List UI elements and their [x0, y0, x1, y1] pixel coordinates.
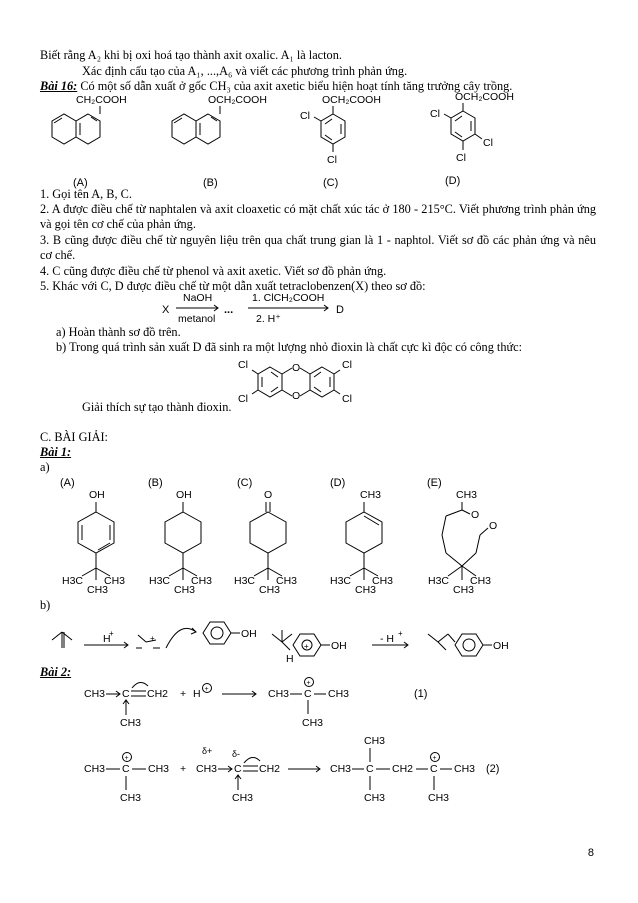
- page-number: 8: [587, 847, 594, 859]
- mech-b-cation-charge: +: [150, 634, 155, 643]
- eq2-delta-plus: δ+: [202, 746, 213, 756]
- structure-c-substituent: OCH₂COOH: [322, 94, 381, 106]
- eq2-ch3-right: CH3: [148, 763, 170, 775]
- solution-title: C. BÀI GIẢI:: [40, 430, 108, 444]
- bai1-e-o-2: O: [489, 520, 498, 532]
- eq2-product-ch3-mid-below: CH3: [364, 792, 386, 804]
- bai1-e-o-1: O: [471, 509, 480, 521]
- structure-d-cl-3: Cl: [456, 152, 466, 164]
- bai2-equation-1: [84, 678, 427, 730]
- eq2-alkene-ch3-below: CH3: [232, 792, 254, 804]
- bai16-heading: Bài 16:: [40, 79, 78, 93]
- bai1-label-e: (E): [427, 477, 442, 489]
- bai2-equation-2: [84, 735, 499, 804]
- bai1-b-ch3-1: CH3: [191, 575, 213, 587]
- bai1-a-ch3-1: CH3: [104, 575, 126, 587]
- solution-bai2-heading: Bài 2:: [40, 665, 72, 679]
- structure-d-cl-1: Cl: [430, 108, 440, 120]
- mech-b-h: H: [103, 633, 111, 645]
- structure-a-substituent: CH₂COOH: [76, 94, 127, 106]
- dioxin-explain: Giải thích sự tạo thành đioxin.: [82, 400, 232, 414]
- eq2-product-ch3-right-below: CH3: [428, 792, 450, 804]
- solution-bai1-heading: Bài 1:: [40, 445, 72, 459]
- eq1-product-ch3-below: CH3: [302, 717, 324, 729]
- bai1-e-ch3-1: CH3: [470, 575, 492, 587]
- mech-b-sigma-charge: +: [304, 642, 309, 651]
- eq2-c: C: [122, 763, 130, 775]
- scheme-dots: ...: [224, 304, 234, 316]
- bai1-d-h3c: H3C: [330, 575, 352, 587]
- eq1-number: (1): [414, 688, 428, 700]
- bai1-label-b: (B): [148, 477, 163, 489]
- structure-b-substituent: OCH₂COOH: [208, 94, 267, 106]
- mech-b-product-oh: OH: [493, 640, 509, 652]
- bai1-e-h3c: H3C: [428, 575, 450, 587]
- structure-d-cl-2: Cl: [483, 137, 493, 149]
- dioxin-cl-1: Cl: [238, 359, 248, 371]
- intro-line-1: Biết rằng A₂ khi bị oxi hoá tạo thành axit oxalic. A₁ là lacton.: [40, 48, 342, 62]
- dioxin-o-bottom: O: [292, 390, 301, 402]
- eq1-h: H: [193, 688, 201, 700]
- question-5a: a) Hoàn thành sơ đồ trên.: [56, 325, 181, 339]
- question-5: 5. Khác với C, D được điều chế từ một dẫn xuất tetraclobenzen(X) theo sơ đồ:: [40, 279, 426, 293]
- solution-part-a: a): [40, 460, 50, 474]
- scheme-reagent-metanol: metanol: [178, 313, 216, 325]
- question-2: 2. A được điều chế từ naphtalen và axit cloaxetic có mặt chất xúc tác ở 180 - 215°C. Viết phương trình phản ứng và gọi tên cơ chế của phản ứng.: [40, 202, 596, 231]
- question-1: 1. Gọi tên A, B, C.: [40, 187, 132, 201]
- mech-b-minus-h: - H: [380, 633, 394, 645]
- mech-b-h-charge: +: [109, 629, 114, 638]
- structure-c-cl-1: Cl: [300, 110, 310, 122]
- question-3: 3. B cũng được điều chế từ nguyên liệu trên qua chất trung gian là 1 - naphtol. Viết sơ đồ các phản ứng và nêu cơ chế.: [40, 233, 596, 262]
- mech-b-phenol-oh: OH: [241, 628, 257, 640]
- eq1-ch3-left: CH3: [84, 688, 106, 700]
- dioxin-cl-2: Cl: [238, 393, 248, 405]
- bai1-label-c: (C): [237, 477, 253, 489]
- eq2-product-c-2: C: [430, 763, 438, 775]
- bai1-b-oh: OH: [176, 489, 192, 501]
- mech-b-sigma-oh: OH: [331, 640, 347, 652]
- structure-a-label: (A): [73, 177, 88, 189]
- bai1-c-ch3-2: CH3: [259, 584, 281, 596]
- bai1-a-h3c: H3C: [62, 575, 84, 587]
- bai1-d-ch3-1: CH3: [372, 575, 394, 587]
- dioxin-o-top: O: [292, 362, 301, 374]
- bai1-e-ch3-2: CH3: [453, 584, 475, 596]
- eq2-ch3-left: CH3: [84, 763, 106, 775]
- eq2-product-c-1: C: [366, 763, 374, 775]
- bai1-d-ch3: CH3: [360, 489, 382, 501]
- scheme-step-1: 1. ClCH₂COOH: [252, 292, 325, 304]
- scheme-product-d: D: [336, 304, 344, 316]
- eq2-product-ch2: CH2: [392, 763, 414, 775]
- mech-b-minus-h-charge: +: [398, 629, 403, 638]
- eq2-alkene-ch3: CH3: [196, 763, 218, 775]
- scheme-step-2: 2. H⁺: [256, 313, 281, 325]
- structure-b-label: (B): [203, 177, 218, 189]
- solution-part-b: b): [40, 598, 51, 612]
- bai1-a-oh: OH: [89, 489, 105, 501]
- question-4: 4. C cũng được điều chế từ phenol và axit axetic. Viết sơ đồ phản ứng.: [40, 264, 387, 278]
- scheme-x: X: [162, 304, 170, 316]
- eq2-number: (2): [486, 763, 500, 775]
- eq1-product-c: C: [304, 688, 312, 700]
- eq2-delta-minus: δ-: [232, 749, 241, 759]
- eq1-product-ch3-left: CH3: [268, 688, 290, 700]
- bai1-b-h3c: H3C: [149, 575, 171, 587]
- structure-d-substituent: OCH₂COOH: [455, 91, 514, 103]
- eq1-c: C: [122, 688, 130, 700]
- eq1-product-charge: +: [306, 680, 311, 687]
- question-5b: b) Trong quá trình sản xuất D đã sinh ra một lượng nhỏ đioxin là chất cực kì độc có công thức:: [56, 340, 523, 354]
- bai1-label-a: (A): [60, 477, 75, 489]
- mech-b-sigma-h: H: [286, 653, 294, 665]
- eq2-cation-charge: +: [124, 755, 129, 762]
- eq2-alkene-c: C: [234, 763, 242, 775]
- eq1-plus: +: [180, 688, 187, 700]
- eq1-product-ch3-right: CH3: [328, 688, 350, 700]
- eq2-ch3-below: CH3: [120, 792, 142, 804]
- eq2-product-ch3-top: CH3: [364, 735, 386, 747]
- eq1-ch3-below: CH3: [120, 717, 142, 729]
- eq2-product-ch3-end: CH3: [454, 763, 476, 775]
- bai1-c-o: O: [264, 489, 273, 501]
- bai1-c-ch3-1: CH3: [276, 575, 298, 587]
- structure-d-label: (D): [445, 175, 461, 187]
- structure-c-label: (C): [323, 177, 339, 189]
- dioxin-cl-4: Cl: [342, 393, 352, 405]
- eq2-product-ch3-1: CH3: [330, 763, 352, 775]
- eq1-ch2: CH2: [147, 688, 169, 700]
- dioxin-cl-3: Cl: [342, 359, 352, 371]
- intro-line-2: Xác định cấu tạo của A₁, ...,A₆ và viết các phương trình phản ứng.: [82, 64, 408, 78]
- bai16-stem: Có một số dẫn xuất ở gốc CH₃ của axit axetic biểu hiện hoạt tính tăng trưởng cây trồng.: [80, 79, 513, 93]
- eq2-product-charge: +: [432, 755, 437, 762]
- bai1-e-ch3: CH3: [456, 489, 478, 501]
- bai1-label-d: (D): [330, 477, 346, 489]
- eq1-h-charge: +: [204, 686, 209, 693]
- eq2-plus: +: [180, 763, 187, 775]
- structure-c-cl-2: Cl: [327, 154, 337, 166]
- scheme-reagent-naoh: NaOH: [183, 292, 213, 304]
- bai1-d-ch3-2: CH3: [355, 584, 377, 596]
- eq2-alkene-ch2: CH2: [259, 763, 281, 775]
- bai1-c-h3c: H3C: [234, 575, 256, 587]
- bai1-b-ch3-2: CH3: [174, 584, 196, 596]
- bai1-a-ch3-2: CH3: [87, 584, 109, 596]
